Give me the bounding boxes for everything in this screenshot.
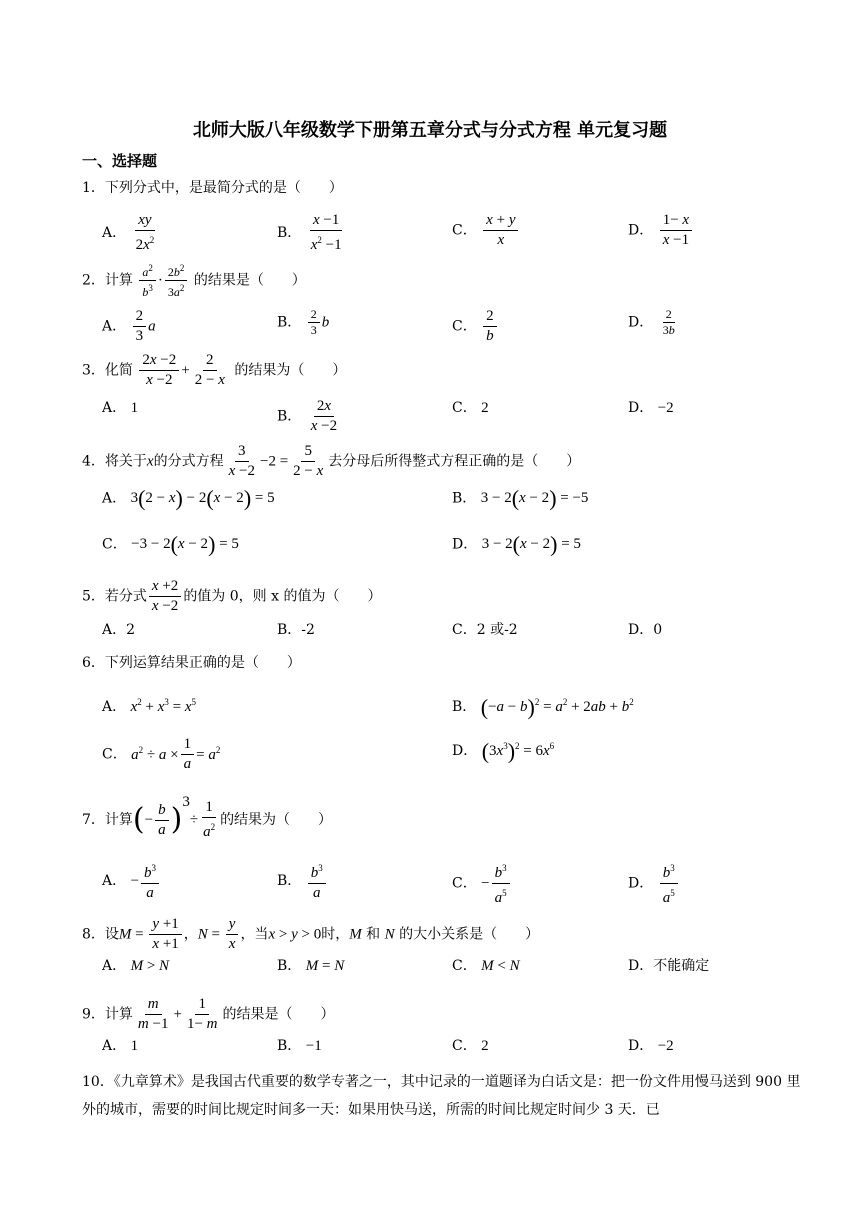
q9-option-a[interactable]: A． 1 — [102, 1038, 139, 1054]
q5-option-d[interactable]: D．0 — [628, 622, 663, 638]
q5-option-b[interactable]: B．-2 — [277, 622, 315, 638]
q8-option-c[interactable]: C． M < N — [452, 958, 520, 974]
q8-option-a[interactable]: A． M > N — [102, 958, 170, 974]
question-6: 6．下列运算结果正确的是（ ） — [82, 655, 301, 671]
q2-option-d[interactable]: D． $\frac{2}{3b}$ — [628, 307, 675, 337]
question-4: 4．将关于x的分式方程 $\frac{3}{x -2}$ −2 = $\frac{5}{2 - x}$ 去分母后所得整式方程正确的是（ ） — [82, 443, 581, 479]
q7-option-b[interactable]: B． $\frac{b^3}{a}$ — [277, 860, 328, 902]
q2-option-b[interactable]: B． $\frac{2}{3}$ b — [277, 307, 330, 337]
question-3: 3．化简 $\frac{2x -2}{x -2}$ + $\frac{2}{2 - x}$ 的结果为（ ） — [82, 352, 347, 388]
q7-option-d[interactable]: D． $\frac{b^3}{a^5}$ — [628, 860, 680, 907]
q8-option-b[interactable]: B． M = N — [277, 958, 345, 974]
q8-option-d[interactable]: D．不能确定 — [628, 958, 710, 974]
question-1: 1．下列分式中，是最简分式的是（ ） — [82, 180, 343, 196]
question-10: 10．《九章算术》是我国古代重要的数学专著之一，其中记录的一道题译为白话文是：把一份文件用慢马送到 900 里外的城市，需要的时间比规定时间多一天：如果用快马送，所需的时间比规定时间少 3 天．已 — [82, 1074, 801, 1118]
q5-option-c[interactable]: C．2 或-2 — [452, 622, 518, 638]
question-8: 8．设M = $\frac{y +1}{x +1}$ ，N = $\frac{y}{x}$ ，当x > y > 0时，M 和 N 的大小关系是（ ） — [82, 916, 540, 952]
q6-option-d[interactable]: D． $(3x^3)^2 = 6x^6$ — [452, 738, 555, 764]
q6-option-c[interactable]: C． $a^2 \div a$ × $\frac{1}{a}$ = $a^2$ — [102, 736, 221, 772]
document-title: 北师大版八年级数学下册第五章分式与分式方程 单元复习题 — [192, 120, 668, 141]
q2-option-a[interactable]: A． $\frac{2}{3}$ a — [102, 308, 156, 344]
q1-option-c[interactable]: C． $\frac{x + y}{x}$ — [452, 212, 520, 249]
q6-option-b[interactable]: B． $(-a - b)^2 = a^2 + 2ab + b^2$ — [452, 694, 634, 720]
q9-option-d[interactable]: D． −2 — [628, 1038, 674, 1054]
q2-option-c[interactable]: C． $\frac{2}{b}$ — [452, 308, 499, 345]
q5-option-a[interactable]: A．2 — [102, 622, 136, 638]
q9-option-b[interactable]: B． −1 — [277, 1038, 322, 1054]
q3-option-a[interactable]: A． 1 — [102, 400, 139, 416]
q4-option-d[interactable]: D． 3 − 2(x − 2) = 5 — [452, 532, 581, 557]
q1-option-d[interactable]: D． $\frac{1- x}{x -1}$ — [628, 212, 694, 249]
q1-option-a[interactable]: A． $\frac{xy}{2x^2}$ — [102, 212, 155, 253]
q4-option-a[interactable]: A． 3(2 − x) − 2(x − 2) = 5 — [102, 486, 275, 511]
q4-option-c[interactable]: C． −3 − 2(x − 2) = 5 — [102, 532, 239, 557]
q3-option-b[interactable]: B． $\frac{2x}{x -2}$ — [277, 398, 338, 434]
q7-option-a[interactable]: A． − $\frac{b^3}{a}$ — [102, 860, 161, 902]
q3-option-d[interactable]: D． −2 — [628, 400, 674, 416]
section-heading: 一、选择题 — [82, 152, 158, 170]
q3-option-c[interactable]: C． 2 — [452, 400, 489, 416]
q7-option-c[interactable]: C． − $\frac{b^3}{a^5}$ — [452, 860, 512, 907]
question-9: 9．计算 $\frac{m}{m -1}$ + $\frac{1}{1- m}$ 的结果是（ ） — [82, 996, 335, 1032]
q6-option-a[interactable]: A． $x^2 + x^3 = x^5$ — [102, 697, 197, 715]
q9-option-c[interactable]: C． 2 — [452, 1038, 489, 1054]
question-2: 2．计算 $\frac{a^2}{b^3}$ · $\frac{2b^2}{3a^2}$ 的结果是（ ） — [82, 263, 306, 299]
question-5: 5．若分式 $\frac{x +2}{x -2}$ 的值为 0，则 x 的值为（ ） — [82, 578, 382, 614]
question-7: 7．计算(− $\frac{b}{a}$ )$^3$÷ $\frac{1}{a^2}$ 的结果为（ ） — [82, 794, 333, 840]
q4-option-b[interactable]: B． 3 − 2(x − 2) = −5 — [452, 486, 589, 511]
q1-option-b[interactable]: B． $\frac{x -1}{x^2 -1}$ — [277, 212, 342, 253]
